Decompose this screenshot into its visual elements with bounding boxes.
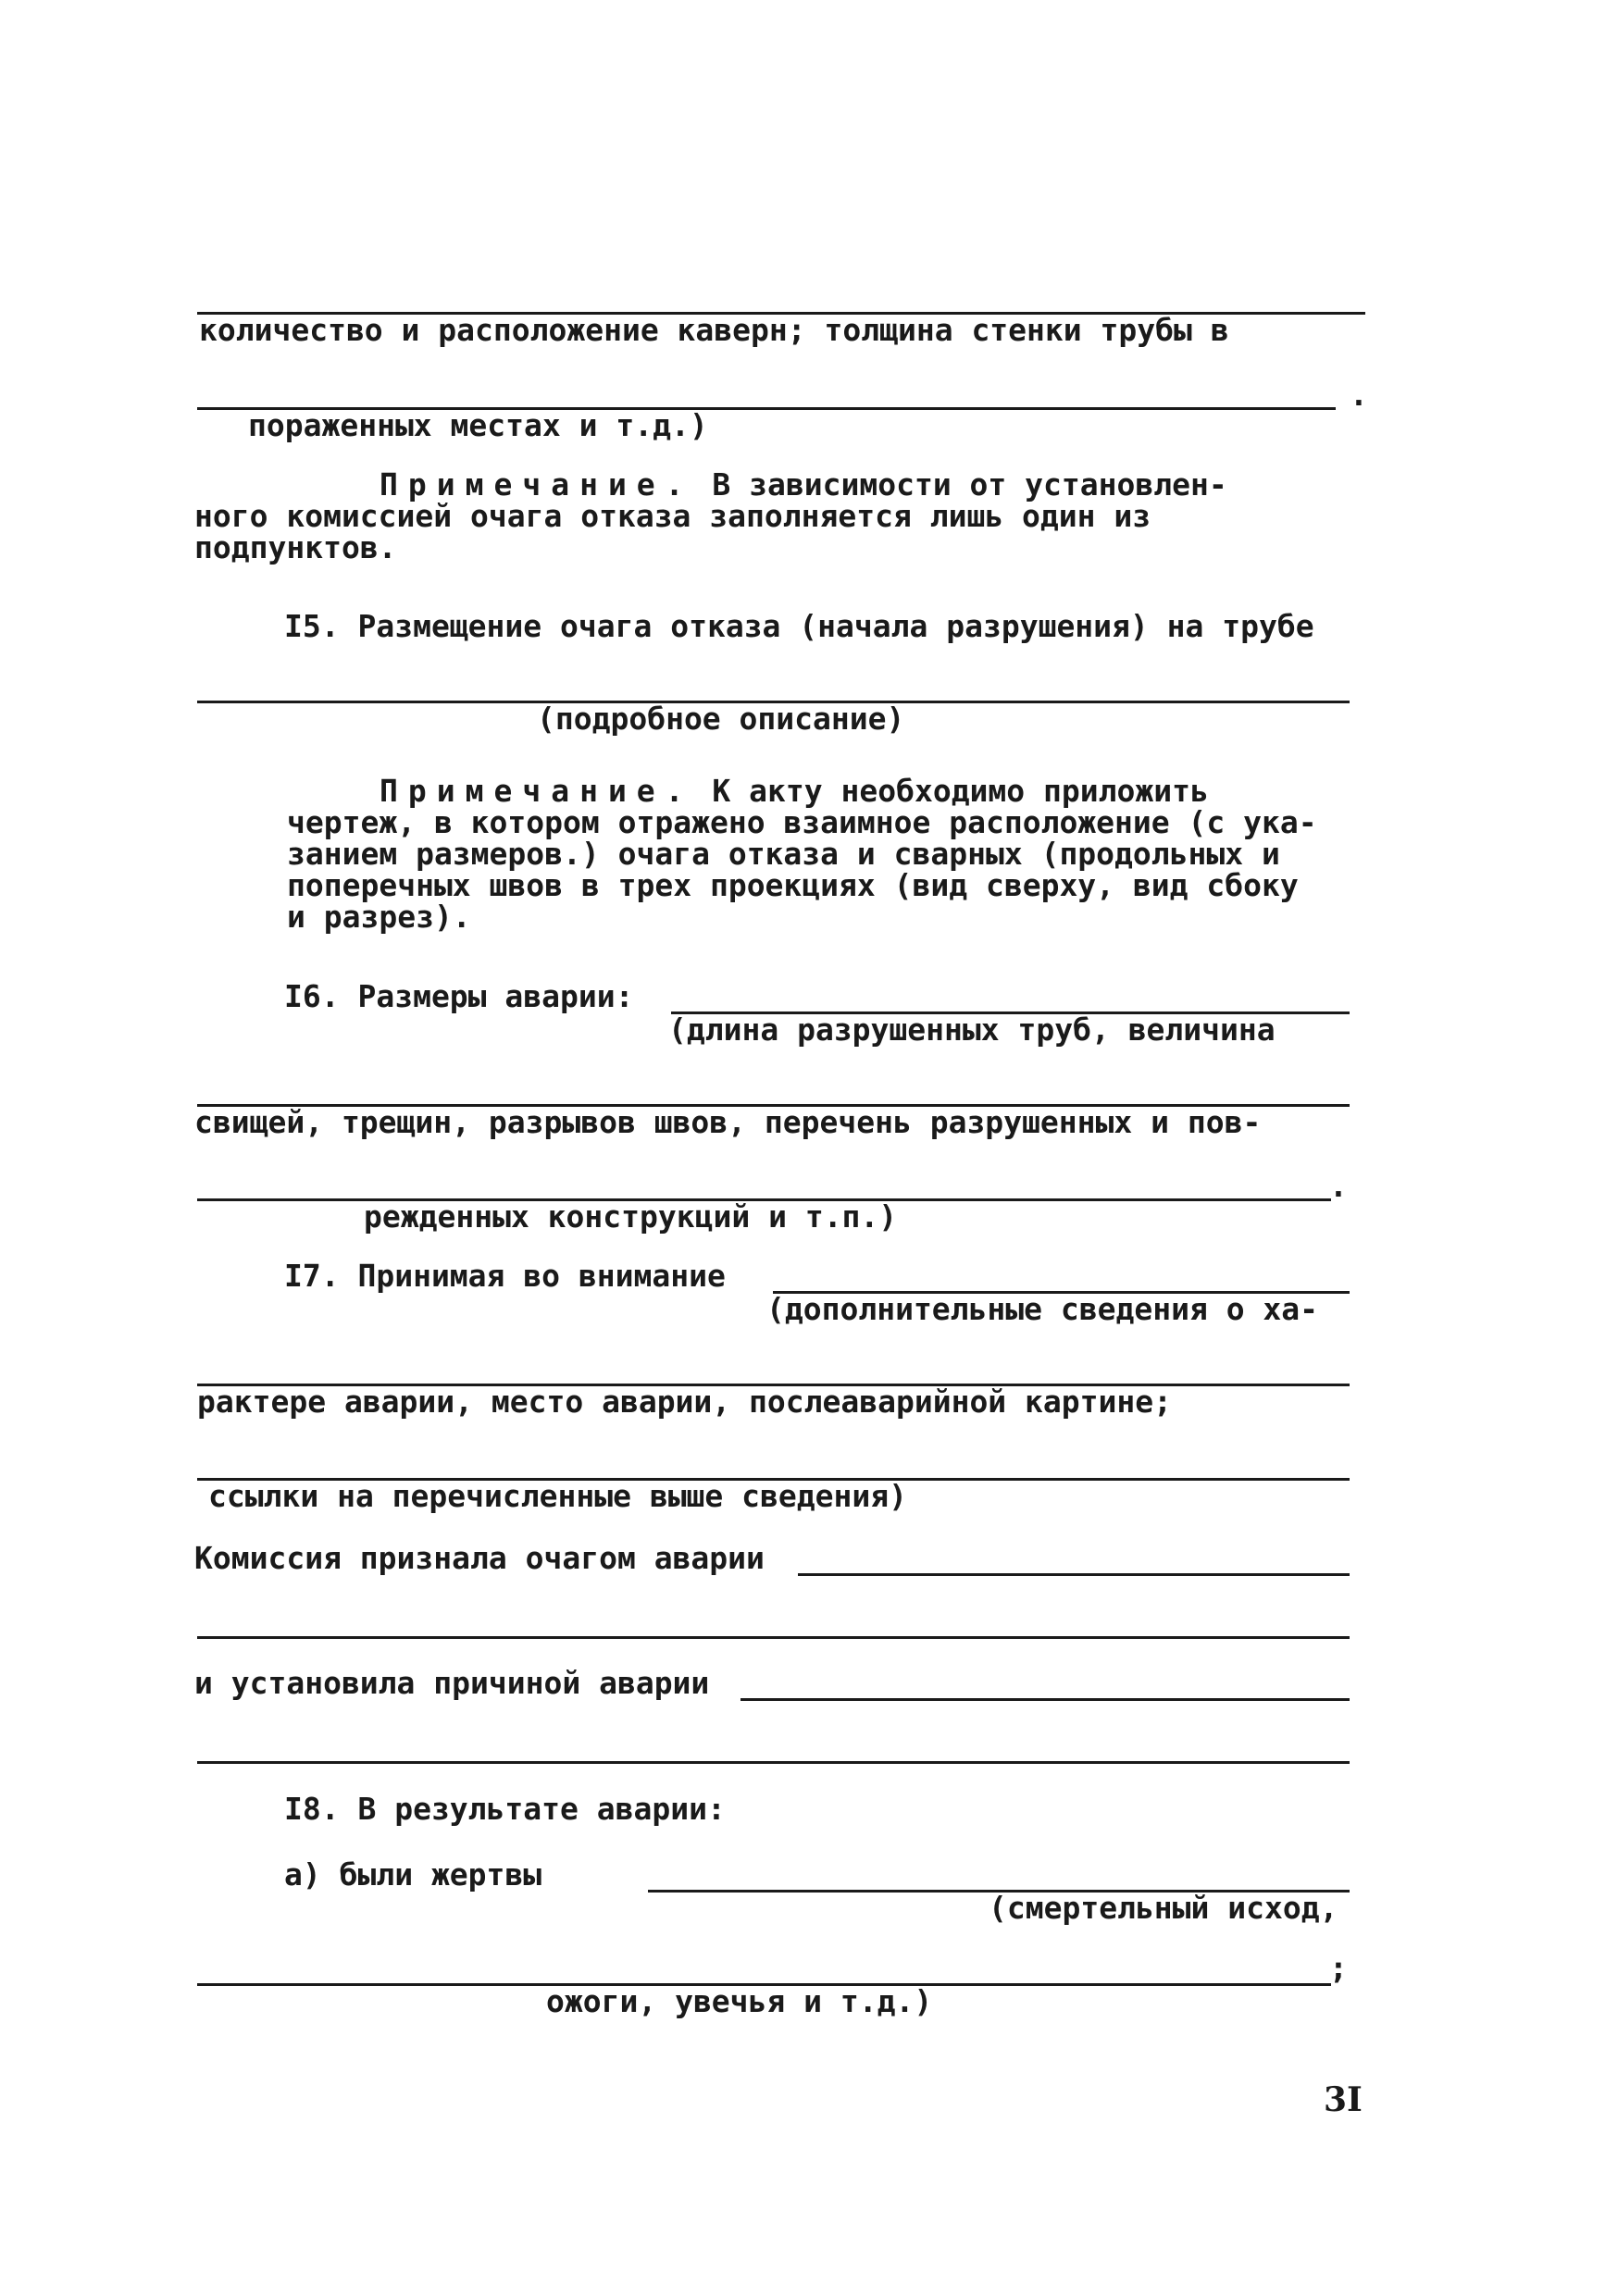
note1-line3: подпунктов.	[194, 529, 397, 565]
item18a-caption-2: ожоги, увечья и т.д.)	[546, 1983, 933, 2019]
line2-end: .	[1350, 377, 1368, 413]
item16-caption-1: (длина разрушенных труб, величина	[668, 1011, 1276, 1048]
item18a-caption-1: (смертельный исход,	[989, 1890, 1338, 1926]
item16-end: .	[1329, 1168, 1348, 1204]
commission-label: Комиссия признала очагом аварии	[194, 1540, 765, 1576]
note2-word: Примечание.	[380, 773, 694, 809]
item17-heading: I7. Принимая во внимание	[284, 1258, 726, 1294]
line2-caption: пораженных местах и т.д.)	[248, 407, 708, 443]
cause-fill-line-2	[197, 1761, 1350, 1764]
commission-fill-line-2	[197, 1636, 1350, 1639]
page-number: 3I	[1324, 2080, 1363, 2119]
item18a-end: ;	[1329, 1950, 1348, 1986]
item17-caption-1: (дополнительные сведения о ха-	[766, 1291, 1319, 1327]
note2-line4: поперечных швов в трех проекциях (вид сверху, вид сбоку	[287, 867, 1299, 903]
note1	[194, 466, 1227, 565]
line1-caption: количество и расположение каверн; толщина стенки трубы в	[199, 312, 1229, 348]
note2-line5: и разрез).	[287, 899, 471, 935]
note1-word: Примечание.	[380, 466, 694, 503]
note2-line2: чертеж, в котором отражено взаимное расположение (с ука-	[287, 804, 1317, 840]
cause-label: и установила причиной аварии	[194, 1665, 710, 1701]
item15-heading: I5. Размещение очага отказа (начала разрушения) на трубе	[284, 608, 1314, 644]
item16-heading: I6. Размеры аварии:	[284, 978, 634, 1014]
item16-caption-2: свищей, трещин, разрывов швов, перечень разрушенных и пов-	[194, 1104, 1262, 1140]
note1-line2: ного комиссией очага отказа заполняется лишь один из	[194, 498, 1151, 534]
note1-rest: В зависимости от установлен-	[693, 466, 1227, 503]
item17-caption-2: рактере аварии, место аварии, послеаварийной картине;	[197, 1384, 1172, 1420]
item18-heading: I8. В результате аварии:	[284, 1791, 726, 1827]
item16-caption-3: режденных конструкций и т.п.)	[364, 1198, 898, 1235]
item15-caption: (подробное описание)	[537, 701, 905, 737]
commission-fill-line	[798, 1573, 1350, 1576]
note2	[287, 773, 1317, 935]
note2-line3: занием размеров.) очага отказа и сварных (продольных и	[287, 836, 1280, 872]
cause-fill-line	[741, 1698, 1350, 1701]
item18a-label: а) были жертвы	[284, 1856, 542, 1893]
note2-rest: К акту необходимо приложить	[693, 773, 1209, 809]
item17-caption-3: ссылки на перечисленные выше сведения)	[208, 1478, 907, 1514]
